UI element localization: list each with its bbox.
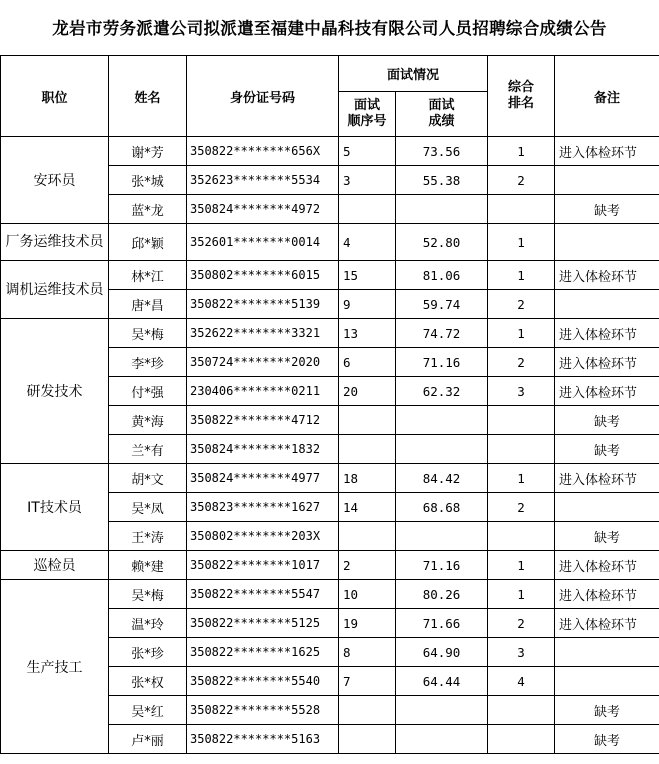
name-cell: 蓝*龙 <box>109 195 187 224</box>
remark-cell: 缺考 <box>555 406 659 435</box>
order-cell: 10 <box>339 580 396 609</box>
score-cell: 55.38 <box>396 166 488 195</box>
score-cell: 71.16 <box>396 551 488 580</box>
name-cell: 兰*有 <box>109 435 187 464</box>
order-cell: 8 <box>339 638 396 667</box>
score-cell: 64.90 <box>396 638 488 667</box>
rank-cell: 2 <box>488 166 555 195</box>
table-row <box>1 551 659 580</box>
rank-cell: 2 <box>488 348 555 377</box>
rank-cell: 1 <box>488 224 555 261</box>
name-cell: 吴*凤 <box>109 493 187 522</box>
rank-cell <box>488 696 555 725</box>
results-table <box>0 55 659 754</box>
rank-cell <box>488 725 555 754</box>
table-row <box>1 580 659 609</box>
score-cell <box>396 522 488 551</box>
header-order: 面试 顺序号 <box>339 92 396 137</box>
name-cell: 唐*昌 <box>109 290 187 319</box>
rank-cell <box>488 435 555 464</box>
id-cell: 350824********1832 <box>187 435 339 464</box>
rank-cell: 1 <box>488 580 555 609</box>
id-cell: 352601********0014 <box>187 224 339 261</box>
name-cell: 林*江 <box>109 261 187 290</box>
order-cell <box>339 435 396 464</box>
remark-cell: 进入体检环节 <box>555 609 659 638</box>
name-cell: 张*权 <box>109 667 187 696</box>
score-cell <box>396 435 488 464</box>
position-cell: 巡检员 <box>1 551 109 580</box>
name-cell: 温*玲 <box>109 609 187 638</box>
remark-cell <box>555 667 659 696</box>
name-cell: 王*涛 <box>109 522 187 551</box>
page-title: 龙岩市劳务派遣公司拟派遣至福建中晶科技有限公司人员招聘综合成绩公告 <box>52 19 607 38</box>
order-cell: 13 <box>339 319 396 348</box>
position-cell: IT技术员 <box>1 464 109 551</box>
table-row <box>1 261 659 290</box>
header-id: 身份证号码 <box>187 56 339 137</box>
remark-cell: 进入体检环节 <box>555 377 659 406</box>
header-interview: 面试情况 <box>339 56 488 92</box>
remark-cell: 进入体检环节 <box>555 319 659 348</box>
rank-cell <box>488 195 555 224</box>
remark-cell <box>555 290 659 319</box>
remark-cell <box>555 638 659 667</box>
id-cell: 350822********4712 <box>187 406 339 435</box>
header-position: 职位 <box>1 56 109 137</box>
order-cell: 2 <box>339 551 396 580</box>
id-cell: 350824********4972 <box>187 195 339 224</box>
header-name: 姓名 <box>109 56 187 137</box>
name-cell: 赖*建 <box>109 551 187 580</box>
id-cell: 350822********5139 <box>187 290 339 319</box>
score-cell: 59.74 <box>396 290 488 319</box>
name-cell: 卢*丽 <box>109 725 187 754</box>
rank-cell: 1 <box>488 137 555 166</box>
rank-cell: 3 <box>488 377 555 406</box>
remark-cell: 缺考 <box>555 725 659 754</box>
id-cell: 230406********0211 <box>187 377 339 406</box>
rank-cell: 1 <box>488 464 555 493</box>
score-cell: 62.32 <box>396 377 488 406</box>
id-cell: 350802********203X <box>187 522 339 551</box>
rank-cell: 1 <box>488 261 555 290</box>
score-cell: 71.16 <box>396 348 488 377</box>
header-rank: 综合 排名 <box>488 56 555 137</box>
order-cell: 20 <box>339 377 396 406</box>
position-cell: 研发技术 <box>1 319 109 464</box>
name-cell: 邱*颖 <box>109 224 187 261</box>
order-cell: 14 <box>339 493 396 522</box>
id-cell: 352622********3321 <box>187 319 339 348</box>
order-cell: 3 <box>339 166 396 195</box>
score-cell <box>396 725 488 754</box>
score-cell: 64.44 <box>396 667 488 696</box>
rank-cell <box>488 406 555 435</box>
id-cell: 350822********656X <box>187 137 339 166</box>
score-cell: 81.06 <box>396 261 488 290</box>
table-body <box>1 137 659 754</box>
rank-cell: 4 <box>488 667 555 696</box>
id-cell: 350822********1625 <box>187 638 339 667</box>
remark-cell <box>555 166 659 195</box>
table-row <box>1 224 659 261</box>
position-cell: 安环员 <box>1 137 109 224</box>
id-cell: 350824********4977 <box>187 464 339 493</box>
id-cell: 350802********6015 <box>187 261 339 290</box>
rank-cell: 2 <box>488 290 555 319</box>
score-cell: 71.66 <box>396 609 488 638</box>
position-cell: 调机运维技术员 <box>1 261 109 319</box>
id-cell: 350822********5528 <box>187 696 339 725</box>
remark-cell: 缺考 <box>555 195 659 224</box>
remark-cell: 进入体检环节 <box>555 261 659 290</box>
remark-cell <box>555 493 659 522</box>
rank-cell: 1 <box>488 551 555 580</box>
remark-cell: 进入体检环节 <box>555 464 659 493</box>
order-cell <box>339 406 396 435</box>
rank-cell <box>488 522 555 551</box>
order-cell <box>339 522 396 551</box>
order-cell: 19 <box>339 609 396 638</box>
table-row <box>1 464 659 493</box>
rank-cell: 2 <box>488 609 555 638</box>
id-cell: 350822********5125 <box>187 609 339 638</box>
order-cell: 6 <box>339 348 396 377</box>
score-cell <box>396 406 488 435</box>
name-cell: 吴*红 <box>109 696 187 725</box>
remark-cell: 缺考 <box>555 522 659 551</box>
name-cell: 吴*梅 <box>109 319 187 348</box>
remark-cell: 进入体检环节 <box>555 348 659 377</box>
score-cell: 84.42 <box>396 464 488 493</box>
order-cell: 9 <box>339 290 396 319</box>
remark-cell: 进入体检环节 <box>555 580 659 609</box>
name-cell: 张*珍 <box>109 638 187 667</box>
score-cell: 52.80 <box>396 224 488 261</box>
id-cell: 350823********1627 <box>187 493 339 522</box>
score-cell <box>396 696 488 725</box>
table-row <box>1 137 659 166</box>
name-cell: 胡*文 <box>109 464 187 493</box>
name-cell: 谢*芳 <box>109 137 187 166</box>
order-cell <box>339 696 396 725</box>
score-cell: 68.68 <box>396 493 488 522</box>
header-score: 面试 成绩 <box>396 92 488 137</box>
remark-cell: 缺考 <box>555 435 659 464</box>
order-cell <box>339 195 396 224</box>
score-cell: 80.26 <box>396 580 488 609</box>
id-cell: 350822********1017 <box>187 551 339 580</box>
rank-cell: 3 <box>488 638 555 667</box>
order-cell: 5 <box>339 137 396 166</box>
order-cell <box>339 725 396 754</box>
name-cell: 吴*梅 <box>109 580 187 609</box>
order-cell: 4 <box>339 224 396 261</box>
score-cell: 74.72 <box>396 319 488 348</box>
score-cell <box>396 195 488 224</box>
remark-cell: 进入体检环节 <box>555 551 659 580</box>
rank-cell: 1 <box>488 319 555 348</box>
id-cell: 350822********5163 <box>187 725 339 754</box>
remark-cell: 缺考 <box>555 696 659 725</box>
table-row <box>1 319 659 348</box>
name-cell: 李*珍 <box>109 348 187 377</box>
score-cell: 73.56 <box>396 137 488 166</box>
id-cell: 350822********5540 <box>187 667 339 696</box>
order-cell: 7 <box>339 667 396 696</box>
id-cell: 352623********5534 <box>187 166 339 195</box>
name-cell: 张*城 <box>109 166 187 195</box>
name-cell: 黄*海 <box>109 406 187 435</box>
order-cell: 18 <box>339 464 396 493</box>
remark-cell: 进入体检环节 <box>555 137 659 166</box>
position-cell: 生产技工 <box>1 580 109 754</box>
name-cell: 付*强 <box>109 377 187 406</box>
position-cell: 厂务运维技术员 <box>1 224 109 261</box>
header-remark: 备注 <box>555 56 659 137</box>
order-cell: 15 <box>339 261 396 290</box>
remark-cell <box>555 224 659 261</box>
id-cell: 350724********2020 <box>187 348 339 377</box>
id-cell: 350822********5547 <box>187 580 339 609</box>
rank-cell: 2 <box>488 493 555 522</box>
